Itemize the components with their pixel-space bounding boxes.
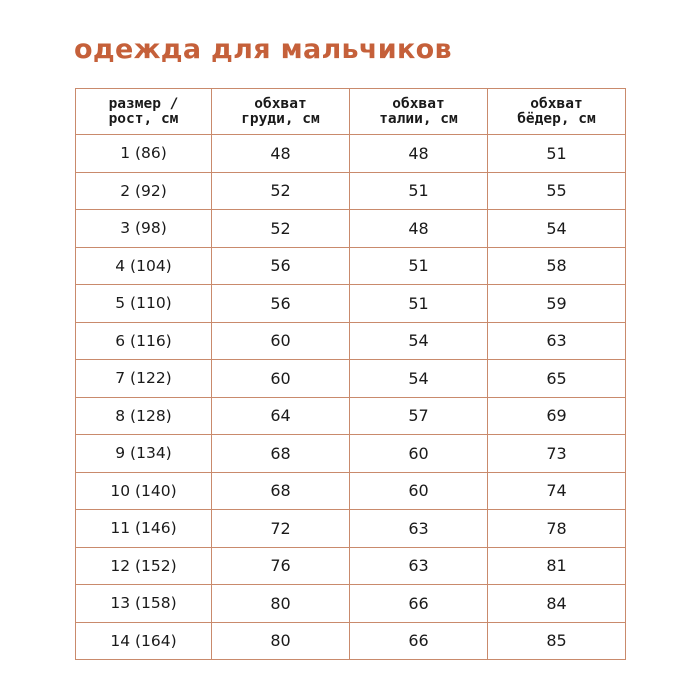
table-row: [76, 172, 626, 210]
size-cell: 13 (158): [76, 585, 212, 623]
table-row: [76, 547, 626, 585]
chest-cell: 80: [212, 585, 350, 623]
header-chest: [212, 89, 350, 135]
waist-cell: 60: [350, 435, 488, 473]
header-line: бёдер, см: [517, 110, 596, 127]
table-row: [76, 472, 626, 510]
waist-cell: 57: [350, 397, 488, 435]
hips-cell: 55: [488, 172, 626, 210]
size-chart-table: [75, 88, 626, 660]
size-cell: 7 (122): [76, 360, 212, 398]
waist-cell: 51: [350, 285, 488, 323]
waist-cell: 51: [350, 247, 488, 285]
table-body: [76, 135, 626, 660]
waist-cell: 60: [350, 472, 488, 510]
header-line: груди, см: [241, 110, 320, 127]
header-line: обхват: [530, 95, 583, 112]
chest-cell: 60: [212, 322, 350, 360]
size-cell: 2 (92): [76, 172, 212, 210]
waist-cell: 51: [350, 172, 488, 210]
header-waist: [350, 89, 488, 135]
hips-cell: 58: [488, 247, 626, 285]
hips-cell: 59: [488, 285, 626, 323]
table-row: [76, 322, 626, 360]
chest-cell: 76: [212, 547, 350, 585]
waist-cell: 66: [350, 585, 488, 623]
hips-cell: 85: [488, 622, 626, 660]
header-row: [76, 89, 626, 135]
header-line: талии, см: [379, 110, 458, 127]
hips-cell: 69: [488, 397, 626, 435]
table-row: [76, 247, 626, 285]
hips-cell: 78: [488, 510, 626, 548]
chest-cell: 80: [212, 622, 350, 660]
chest-cell: 52: [212, 172, 350, 210]
header-line: размер /: [108, 95, 179, 112]
chest-cell: 68: [212, 435, 350, 473]
header-size-height: [76, 89, 212, 135]
table-row: [76, 585, 626, 623]
waist-cell: 63: [350, 510, 488, 548]
table-row: [76, 622, 626, 660]
chest-cell: 48: [212, 135, 350, 173]
size-cell: 9 (134): [76, 435, 212, 473]
chest-cell: 72: [212, 510, 350, 548]
size-cell: 11 (146): [76, 510, 212, 548]
size-cell: 1 (86): [76, 135, 212, 173]
size-cell: 6 (116): [76, 322, 212, 360]
table-row: [76, 510, 626, 548]
hips-cell: 73: [488, 435, 626, 473]
size-cell: 10 (140): [76, 472, 212, 510]
waist-cell: 48: [350, 210, 488, 248]
table-row: [76, 360, 626, 398]
size-cell: 8 (128): [76, 397, 212, 435]
table-row: [76, 285, 626, 323]
hips-cell: 51: [488, 135, 626, 173]
header-line: обхват: [254, 95, 307, 112]
chest-cell: 68: [212, 472, 350, 510]
size-cell: 14 (164): [76, 622, 212, 660]
header-line: рост, см: [108, 110, 179, 127]
chest-cell: 56: [212, 247, 350, 285]
table-header: [76, 89, 626, 135]
table-row: [76, 397, 626, 435]
hips-cell: 84: [488, 585, 626, 623]
hips-cell: 63: [488, 322, 626, 360]
hips-cell: 74: [488, 472, 626, 510]
header-line: обхват: [392, 95, 445, 112]
chest-cell: 52: [212, 210, 350, 248]
hips-cell: 54: [488, 210, 626, 248]
size-cell: 12 (152): [76, 547, 212, 585]
chest-cell: 60: [212, 360, 350, 398]
hips-cell: 81: [488, 547, 626, 585]
table-row: [76, 135, 626, 173]
size-cell: 3 (98): [76, 210, 212, 248]
page-title: одежда для мальчиков: [74, 34, 452, 65]
waist-cell: 54: [350, 360, 488, 398]
waist-cell: 54: [350, 322, 488, 360]
header-hips: [488, 89, 626, 135]
table-row: [76, 210, 626, 248]
waist-cell: 48: [350, 135, 488, 173]
waist-cell: 63: [350, 547, 488, 585]
table-row: [76, 435, 626, 473]
chest-cell: 56: [212, 285, 350, 323]
size-cell: 5 (110): [76, 285, 212, 323]
waist-cell: 66: [350, 622, 488, 660]
size-cell: 4 (104): [76, 247, 212, 285]
hips-cell: 65: [488, 360, 626, 398]
chest-cell: 64: [212, 397, 350, 435]
